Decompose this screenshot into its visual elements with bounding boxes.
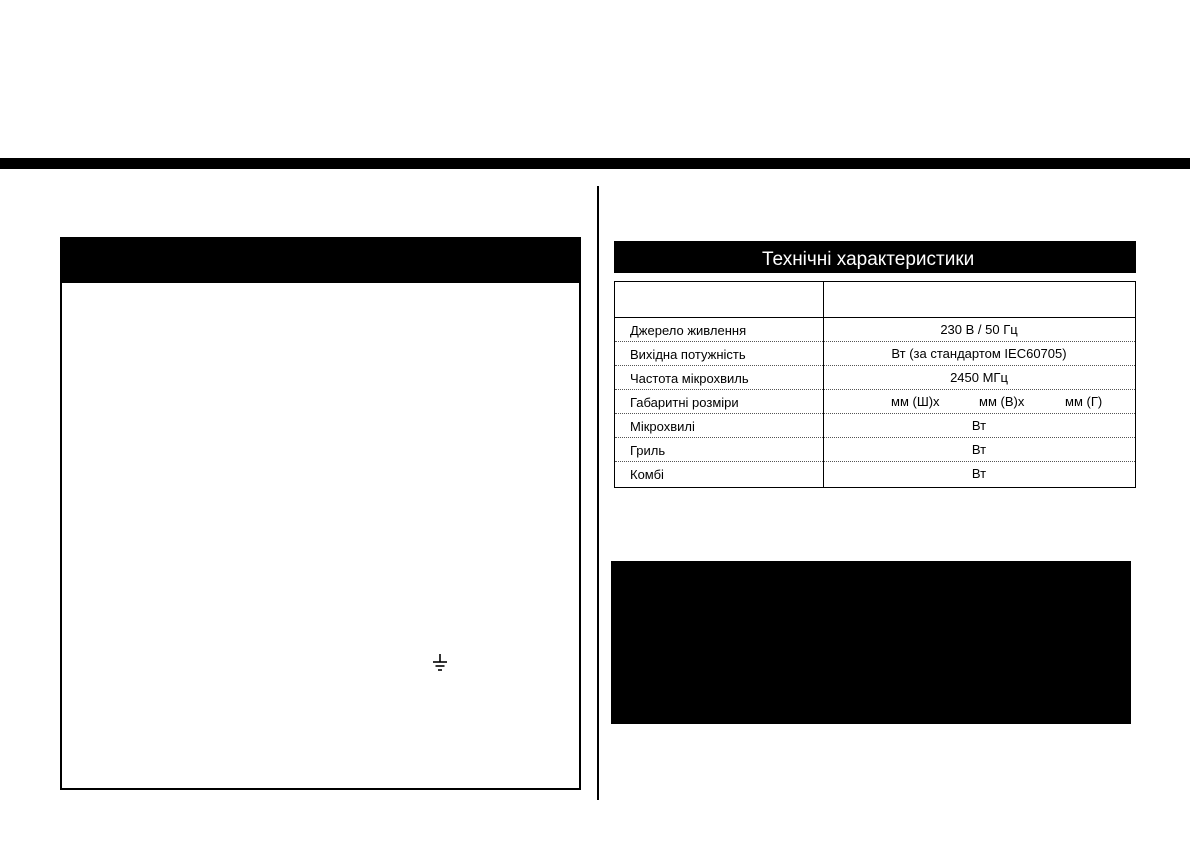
dimension-width: мм (Ш)х [891, 394, 940, 409]
left-box-header [62, 239, 579, 283]
spec-label: Частота мікрохвиль [630, 371, 749, 386]
notice-block [611, 561, 1131, 724]
column-divider [597, 186, 599, 800]
header-rule [0, 158, 1190, 169]
spec-value: Вт [971, 442, 987, 457]
spec-label: Мікрохвилі [630, 419, 695, 434]
spec-row [615, 414, 1135, 438]
spec-label: Гриль [630, 443, 666, 458]
spec-title: Технічні характеристики [614, 241, 1136, 273]
spec-table-header [615, 282, 1135, 318]
spec-table [614, 281, 1136, 488]
spec-row [615, 462, 1135, 486]
spec-value: 230 В / 50 Гц [940, 322, 1018, 337]
spec-value: Вт (за стандартом IEC60705) [891, 346, 1067, 361]
spec-value: 2450 МГц [950, 370, 1008, 385]
spec-value: Вт [971, 418, 987, 433]
spec-row [615, 342, 1135, 366]
spec-row [615, 390, 1135, 414]
dimension-height: мм (В)х [979, 394, 1025, 409]
spec-row [615, 318, 1135, 342]
spec-label: Джерело живлення [630, 323, 747, 338]
spec-row [615, 366, 1135, 390]
spec-label: Вихідна потужність [630, 347, 746, 362]
spec-label: Комбі [630, 467, 664, 482]
ground-symbol-icon [432, 654, 448, 672]
spec-label: Габаритні розміри [630, 395, 739, 410]
spec-row [615, 438, 1135, 462]
left-info-box [60, 237, 581, 790]
spec-value: Вт [971, 466, 987, 481]
dimension-depth: мм (Г) [1065, 394, 1103, 409]
